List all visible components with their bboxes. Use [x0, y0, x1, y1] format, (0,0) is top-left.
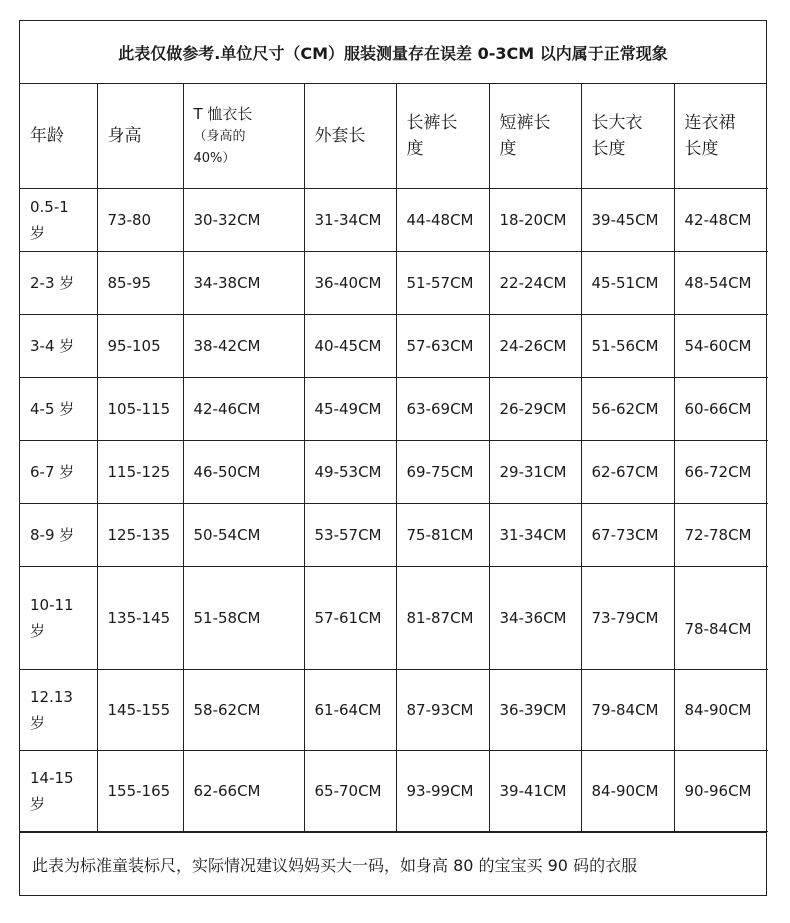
cell-coat: 45-49CM — [304, 378, 396, 441]
table-row — [20, 504, 768, 567]
header-dress: 连衣裙长度 — [674, 84, 768, 189]
header-coat: 外套长 — [304, 84, 396, 189]
header-shorts: 短裤长度 — [489, 84, 581, 189]
cell-overcoat: 45-51CM — [581, 252, 674, 315]
cell-shorts: 22-24CM — [489, 252, 581, 315]
cell-age: 10-11 岁 — [20, 567, 97, 670]
cell-pants: 57-63CM — [396, 315, 489, 378]
header-tshirt — [183, 84, 304, 189]
cell-pants: 69-75CM — [396, 441, 489, 504]
cell-height: 95-105 — [97, 315, 183, 378]
cell-dress: 42-48CM — [674, 189, 768, 252]
header-tshirt-label: T 恤衣长 — [193, 105, 253, 123]
header-height: 身高 — [97, 84, 183, 189]
cell-tshirt: 51-58CM — [183, 567, 304, 670]
table-row — [20, 441, 768, 504]
cell-age: 2-3 岁 — [20, 252, 97, 315]
cell-height: 105-115 — [97, 378, 183, 441]
cell-age: 14-15 岁 — [20, 751, 97, 832]
header-row — [20, 84, 768, 189]
cell-pants: 44-48CM — [396, 189, 489, 252]
cell-tshirt: 62-66CM — [183, 751, 304, 832]
cell-coat: 31-34CM — [304, 189, 396, 252]
cell-overcoat: 51-56CM — [581, 315, 674, 378]
header-age: 年龄 — [20, 84, 97, 189]
size-chart — [19, 20, 767, 896]
cell-pants: 93-99CM — [396, 751, 489, 832]
cell-pants: 81-87CM — [396, 567, 489, 670]
cell-coat: 65-70CM — [304, 751, 396, 832]
cell-height: 145-155 — [97, 670, 183, 751]
cell-tshirt: 38-42CM — [183, 315, 304, 378]
header-tshirt-percent: 40%） — [193, 151, 236, 166]
cell-tshirt: 42-46CM — [183, 378, 304, 441]
cell-shorts: 24-26CM — [489, 315, 581, 378]
cell-shorts: 31-34CM — [489, 504, 581, 567]
cell-tshirt: 50-54CM — [183, 504, 304, 567]
cell-height: 155-165 — [97, 751, 183, 832]
cell-dress: 66-72CM — [674, 441, 768, 504]
cell-height: 115-125 — [97, 441, 183, 504]
cell-overcoat: 84-90CM — [581, 751, 674, 832]
cell-dress: 54-60CM — [674, 315, 768, 378]
cell-tshirt: 58-62CM — [183, 670, 304, 751]
footnote: 此表为标准童装标尺，实际情况建议妈妈买大一码，如身高 80 的宝宝买 90 码的衣服 — [20, 832, 766, 895]
cell-age: 0.5-1 岁 — [20, 189, 97, 252]
cell-age: 12.13 岁 — [20, 670, 97, 751]
cell-coat: 53-57CM — [304, 504, 396, 567]
cell-tshirt: 34-38CM — [183, 252, 304, 315]
cell-overcoat: 39-45CM — [581, 189, 674, 252]
cell-age: 6-7 岁 — [20, 441, 97, 504]
header-tshirt-note: （身高的 — [193, 129, 246, 144]
cell-shorts: 26-29CM — [489, 378, 581, 441]
table-row — [20, 567, 768, 670]
cell-pants: 51-57CM — [396, 252, 489, 315]
cell-coat: 57-61CM — [304, 567, 396, 670]
cell-pants: 75-81CM — [396, 504, 489, 567]
cell-shorts: 39-41CM — [489, 751, 581, 832]
cell-overcoat: 73-79CM — [581, 567, 674, 670]
cell-shorts: 18-20CM — [489, 189, 581, 252]
cell-height: 135-145 — [97, 567, 183, 670]
cell-dress: 84-90CM — [674, 670, 768, 751]
table-row — [20, 378, 768, 441]
size-table — [20, 84, 768, 832]
cell-shorts: 34-36CM — [489, 567, 581, 670]
cell-tshirt: 30-32CM — [183, 189, 304, 252]
cell-shorts: 29-31CM — [489, 441, 581, 504]
cell-height: 73-80 — [97, 189, 183, 252]
cell-tshirt: 46-50CM — [183, 441, 304, 504]
table-row — [20, 189, 768, 252]
table-row — [20, 751, 768, 832]
cell-overcoat: 62-67CM — [581, 441, 674, 504]
cell-age: 8-9 岁 — [20, 504, 97, 567]
table-row — [20, 670, 768, 751]
cell-overcoat: 56-62CM — [581, 378, 674, 441]
table-row — [20, 252, 768, 315]
cell-pants: 63-69CM — [396, 378, 489, 441]
cell-coat: 36-40CM — [304, 252, 396, 315]
cell-coat: 49-53CM — [304, 441, 396, 504]
cell-dress: 90-96CM — [674, 751, 768, 832]
cell-pants: 87-93CM — [396, 670, 489, 751]
cell-dress: 60-66CM — [674, 378, 768, 441]
cell-coat: 61-64CM — [304, 670, 396, 751]
cell-shorts: 36-39CM — [489, 670, 581, 751]
table-row — [20, 315, 768, 378]
cell-dress: 72-78CM — [674, 504, 768, 567]
cell-dress: 48-54CM — [674, 252, 768, 315]
cell-coat: 40-45CM — [304, 315, 396, 378]
header-pants: 长裤长度 — [396, 84, 489, 189]
chart-title: 此表仅做参考.单位尺寸（CM）服装测量存在误差 0-3CM 以内属于正常现象 — [20, 21, 766, 84]
cell-height: 85-95 — [97, 252, 183, 315]
header-overcoat: 长大衣长度 — [581, 84, 674, 189]
cell-age: 4-5 岁 — [20, 378, 97, 441]
cell-age: 3-4 岁 — [20, 315, 97, 378]
cell-overcoat: 79-84CM — [581, 670, 674, 751]
cell-height: 125-135 — [97, 504, 183, 567]
cell-dress: 78-84CM — [674, 567, 768, 670]
cell-overcoat: 67-73CM — [581, 504, 674, 567]
